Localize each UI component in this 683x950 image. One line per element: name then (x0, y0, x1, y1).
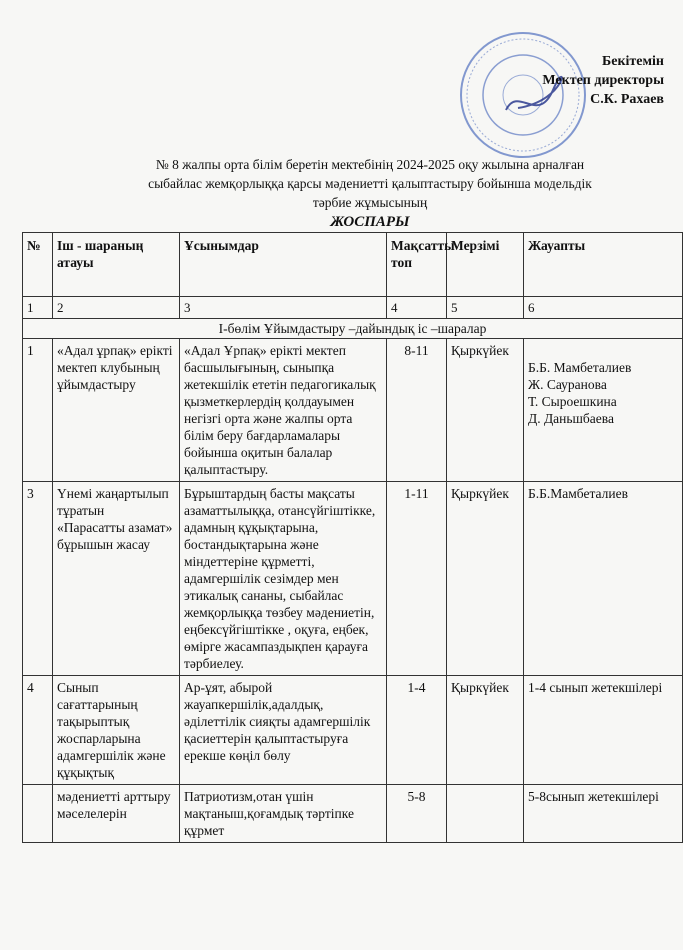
responsible (524, 676, 683, 785)
table-header-row (23, 233, 683, 297)
responsible-person: Т. Сыроешкина (528, 394, 617, 409)
row-number: 1 (23, 339, 53, 482)
approval-director-name: С.К. Рахаев (590, 92, 664, 107)
term: Қыркүйек (447, 482, 524, 676)
responsible-person: Д. Даньшбаева (528, 411, 614, 426)
responsible (524, 482, 683, 676)
row-number: 4 (23, 676, 53, 785)
recommendation: Бұрыштардың басты мақсаты азаматтылыққа, отансүйгіштікке, адамның құқықтарына, бостандықтарына және міндеттеріне құрметті, адамгершілік сезімдер мен этикалық сананы, сыбайлас жемқорлыққа төзбеу мәдениетін, еңбексүйгіштікке , оқуға, еңбек, өмірге жасампаздықпен қарауға тәрбиелеу. (180, 482, 387, 676)
event-name: Сынып сағаттарының тақырыптық жоспарларына адамгершілік және құқықтық (53, 676, 180, 785)
title-line-1: № 8 жалпы орта білім беретін мектебінің 2024-2025 оқу жылына арналған (155, 157, 585, 172)
event-name: мәдениетті арттыру мәселелерін (53, 785, 180, 843)
title-line-3: тәрбие жұмысының (312, 195, 428, 210)
plan-table (22, 232, 683, 843)
term: Қыркүйек (447, 339, 524, 482)
document-title (60, 155, 680, 232)
recommendation: «Адал Ұрпақ» ерікті мектеп басшылығының, сыныпқа жетекшілік ететін педагогикалық қызметкерлердің қолдауымен негізгі орта және жалпы орта білім беру бағдарламалары бойынша оқитын балалар қалыптастыру. (180, 339, 387, 482)
table-row (23, 482, 683, 676)
col-header-event-name: Іш - шараның атауы (53, 233, 180, 297)
responsible (524, 785, 683, 843)
target-group: 1-4 (387, 676, 447, 785)
column-number-row (23, 297, 683, 319)
title-line-2: сыбайлас жемқорлыққа қарсы мәдениетті қалыптастыру бойынша модельдік (148, 176, 592, 191)
event-name: «Адал ұрпақ» ерікті мектеп клубының ұйымдастыру (53, 339, 180, 482)
col-header-target-group: Мақсатты топ (387, 233, 447, 297)
responsible-person: 5-8сынып жетекшілері (528, 789, 659, 804)
term: Қыркүйек (447, 676, 524, 785)
table-row (23, 676, 683, 785)
term (447, 785, 524, 843)
col-header-recommendations: Ұсынымдар (180, 233, 387, 297)
target-group: 8-11 (387, 339, 447, 482)
section-title: І-бөлім Ұйымдастыру –дайындық іс –шаралар (23, 319, 683, 339)
approval-block (542, 52, 664, 109)
col-header-responsible: Жауапты (524, 233, 683, 297)
responsible-person: Ж. Сауранова (528, 377, 607, 392)
column-number: 5 (447, 297, 524, 319)
responsible-person: Б.Б. Мамбеталиев (528, 360, 632, 375)
target-group: 5-8 (387, 785, 447, 843)
section-row (23, 319, 683, 339)
col-header-term: Мерзімі (447, 233, 524, 297)
event-name: Үнемі жаңартылып тұратын «Парасатты азамат» бұрышын жасау (53, 482, 180, 676)
row-number (23, 785, 53, 843)
responsible-person: Б.Б.Мамбеталиев (528, 486, 628, 501)
column-number: 3 (180, 297, 387, 319)
approval-position: Мектеп директоры (542, 73, 664, 88)
approval-approve: Бекітемін (601, 54, 664, 69)
recommendation: Ар-ұят, абырой жауапкершілік,адалдық, әділеттілік сияқты адамгершілік қасиеттерін қалыптастыруға ерекше көңіл бөлу (180, 676, 387, 785)
table-row (23, 339, 683, 482)
target-group: 1-11 (387, 482, 447, 676)
title-heading: ЖОСПАРЫ (330, 214, 410, 230)
table-row (23, 785, 683, 843)
column-number: 4 (387, 297, 447, 319)
recommendation: Патриотизм,отан үшін мақтаныш,қоғамдық тәртіпке құрмет (180, 785, 387, 843)
col-header-number: № (23, 233, 53, 297)
row-number: 3 (23, 482, 53, 676)
responsible (524, 339, 683, 482)
column-number: 1 (23, 297, 53, 319)
column-number: 2 (53, 297, 180, 319)
column-number: 6 (524, 297, 683, 319)
responsible-person: 1-4 сынып жетекшілері (528, 680, 663, 695)
